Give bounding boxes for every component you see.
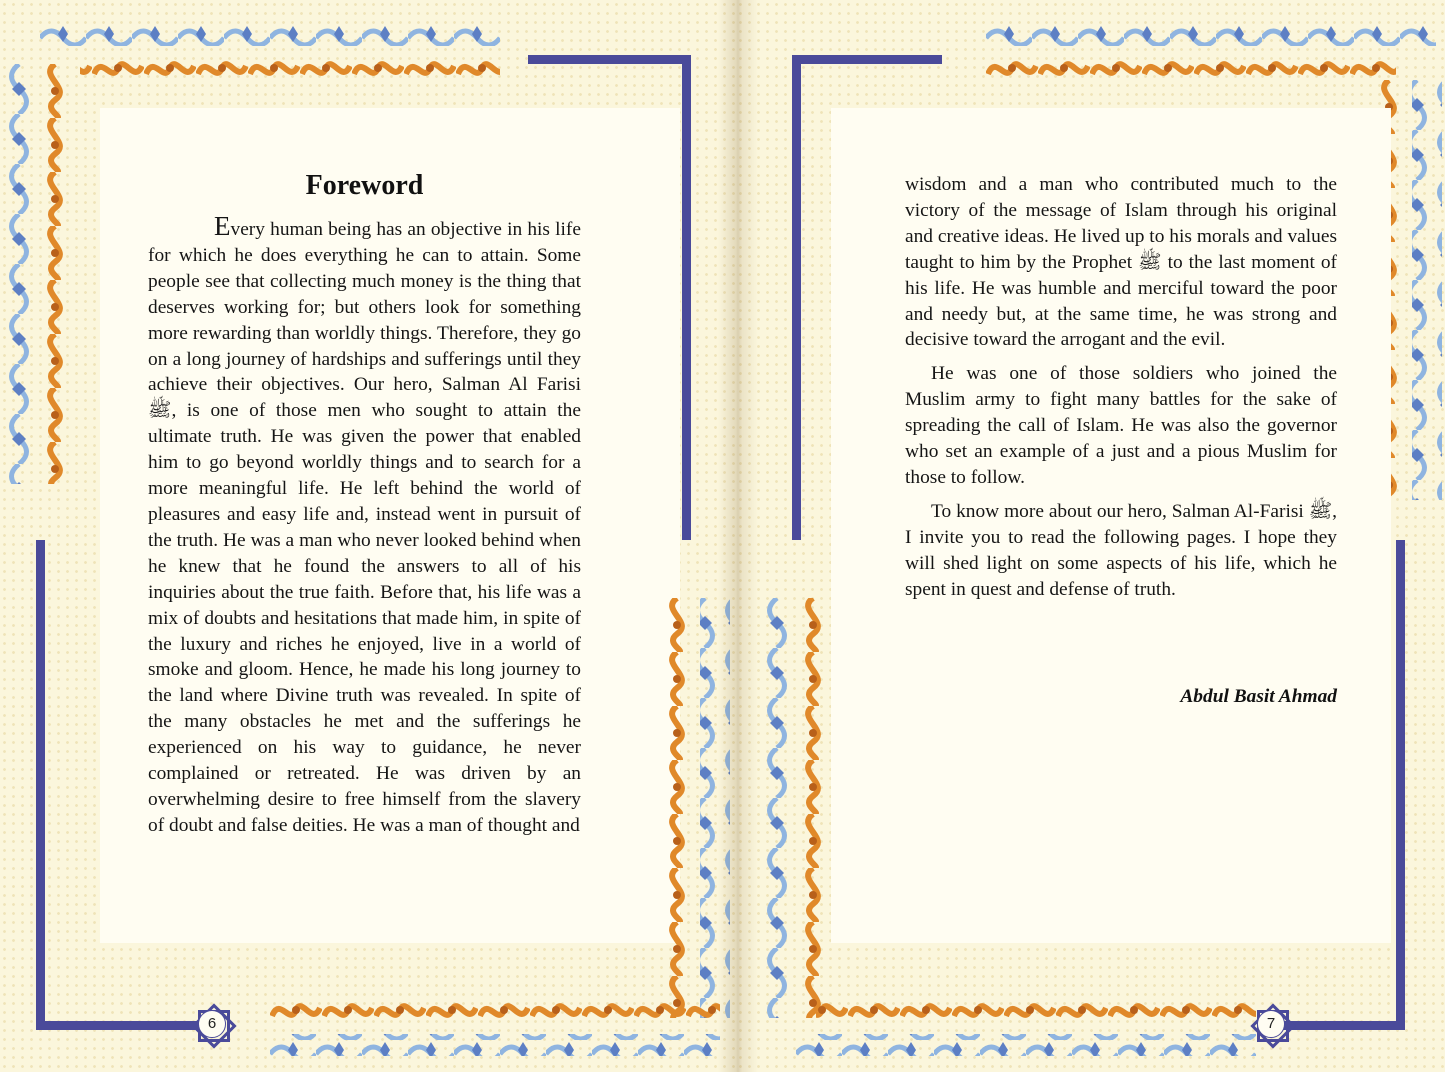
frame-bar-right-vertical (682, 55, 691, 540)
page-title: Foreword (305, 170, 424, 201)
book-gutter (718, 0, 758, 1072)
left-body-text (148, 211, 581, 839)
author-signature: Abdul Basit Ahmad (1180, 686, 1337, 707)
inner-left-ornament-column (762, 598, 838, 1018)
frame-bar-bottom-left (36, 1021, 201, 1030)
left-ornament-column (4, 64, 84, 484)
foreword-paragraph: Every human being has an objective in his life for which he does everything he can to attain. Some people see that collecting much money is the thing that deserves working for; but others look for something more rewarding than worldly things. Therefore, they go on a long journey of hardships and sufferings until they achieve their objectives. Our hero, Salman Al Farisi ﷺ, is one of those men who sought to attain the ultimate truth. He was given the power that enabled him to go beyond worldly things and to search for a more meaningful life. He left behind the world of pleasures and easy life and, instead went in pursuit of the truth. He was a man who never looked behind when he knew that he found the answers to all of his inquiries about the true faith. Before that, his life was a mix of doubts and hesitations that made him, in spite of the luxury and riches he enjoyed, live in a world of smoke and gloom. Hence, he made his long journey to the land where Divine truth was revealed. In spite of the many obstacles he met and the sufferings he experienced on his way to guidance, he never complained or retreated. He was driven by an overwhelming desire to free himself from the slavery of doubt and false deities. He was a man of thought and (148, 211, 581, 836)
page-number-7: 7 (1257, 1010, 1285, 1038)
frame-bar-top-right (528, 55, 690, 64)
frame-bar-left-vertical-right-page (792, 55, 801, 540)
frame-bar-top-left (792, 55, 942, 64)
page-number-6: 6 (198, 1010, 226, 1038)
frame-bar-left-vertical (36, 540, 45, 1030)
top-ornament-border-left (40, 24, 500, 94)
top-ornament-border-right (986, 24, 1436, 94)
right-body-text (905, 172, 1337, 603)
paragraph-1: wisdom and a man who contributed much to the victory of the message of Islam through his original and creative ideas. He lived up to his morals and values taught to him by the Prophet ﷺ to the last moment of his life. He was humble and merciful toward the poor and needy but, at the same time, he was strong and decisive toward the arrogant and the evil. (905, 174, 1337, 351)
bottom-ornament-border-left (270, 996, 720, 1060)
frame-bar-right-vertical-right-page (1396, 540, 1405, 1030)
paragraph-2: He was one of those soldiers who joined the Muslim army to fight many battles for the sake of spreading the call of Islam. He was also the governor who set an example of a just and a pious Muslim for those to follow. (905, 363, 1337, 488)
bottom-ornament-border-right (796, 996, 1256, 1060)
paragraph-3: To know more about our hero, Salman Al-Farisi ﷺ, I invite you to read the following pages. I hope they will shed light on some aspects of his life, which he spent in quest and defense of truth. (905, 500, 1337, 600)
